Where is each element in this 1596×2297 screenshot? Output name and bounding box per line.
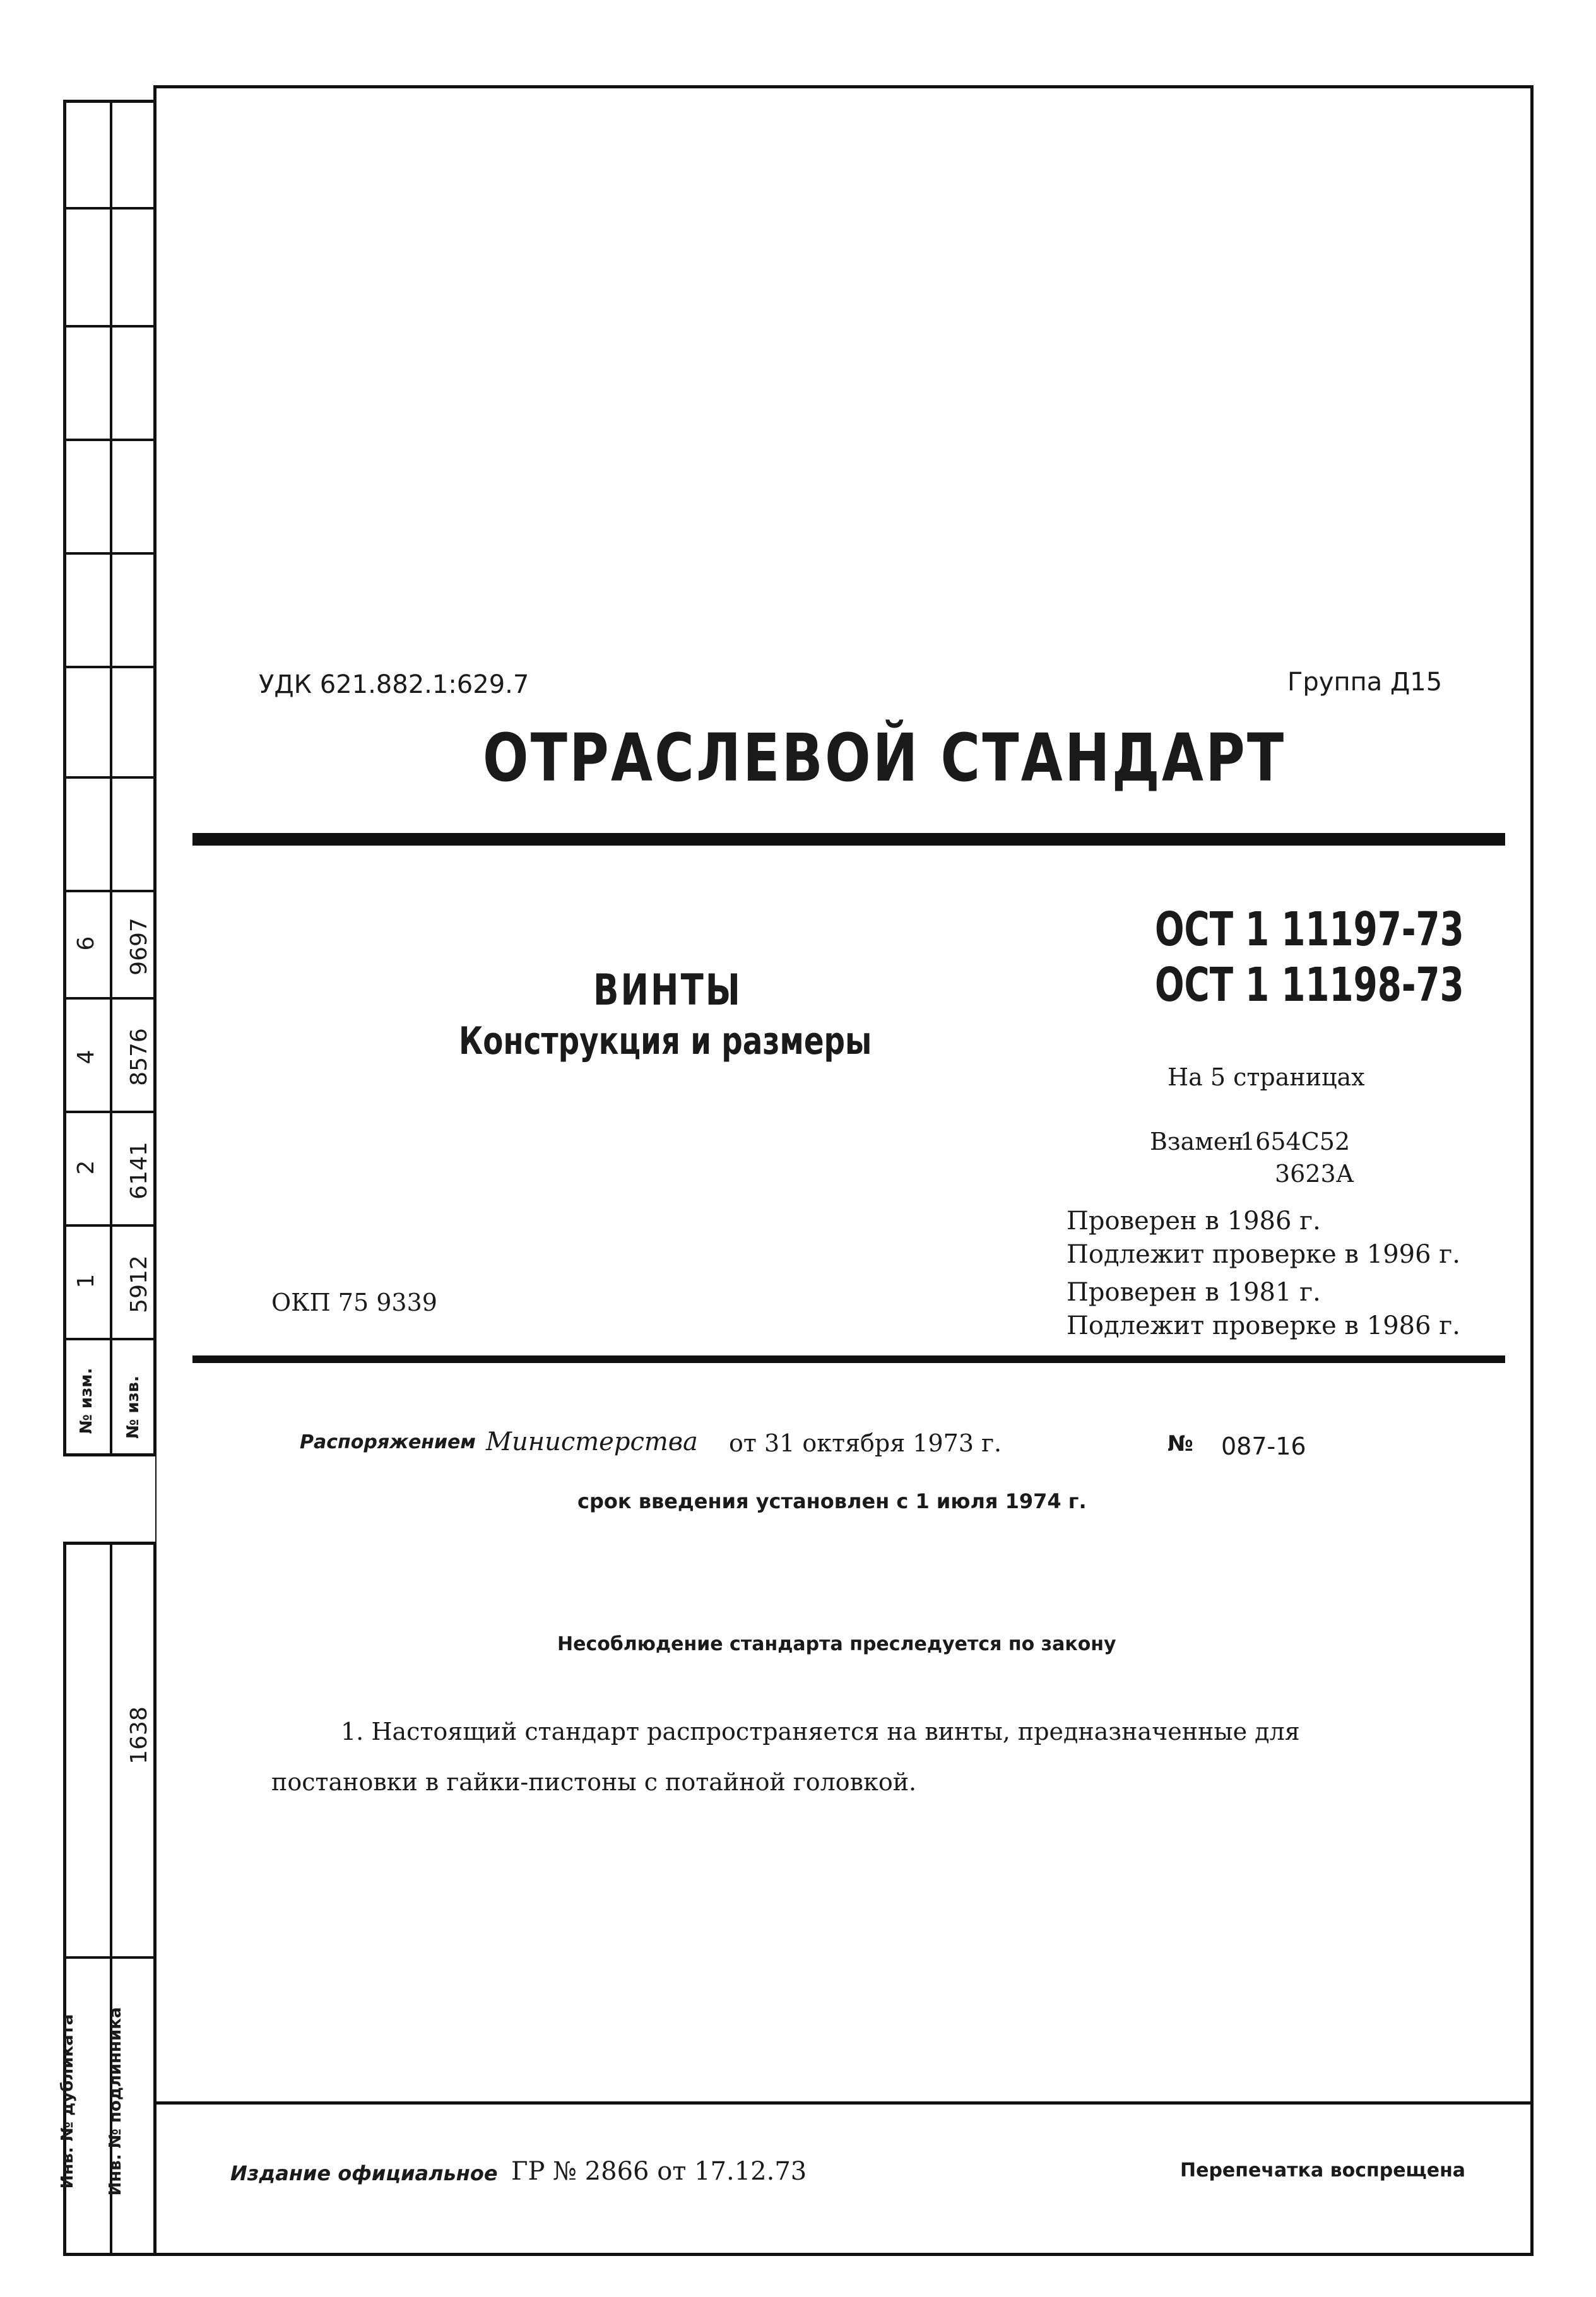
- strip-row-line: [63, 1224, 157, 1227]
- replaces-label: Взамен: [1150, 1128, 1244, 1155]
- inv-number: 1638: [126, 1706, 152, 1764]
- replaces-1: 1654С52: [1240, 1128, 1351, 1155]
- strip-row-line: [63, 1338, 157, 1340]
- next-check-1: Подлежит проверке в 1996 г.: [1067, 1240, 1460, 1269]
- order-date: от 31 октября 1973 г.: [729, 1429, 1002, 1457]
- label-izm: № изм.: [77, 1367, 96, 1434]
- strip-row-line: [63, 997, 157, 1000]
- footer-divider: [153, 2101, 1534, 2105]
- legal-warning: Несоблюдение стандарта преследуется по закону: [557, 1633, 1116, 1655]
- label-inv-podlinnika: Инв. № подлинника: [106, 2007, 125, 2196]
- order-number: 087-16: [1221, 1432, 1306, 1460]
- strip-row-line: [63, 1111, 157, 1113]
- izm-number: 6: [73, 936, 99, 951]
- strip-row-line: [63, 890, 157, 892]
- edition-label: Издание официальное: [230, 2161, 498, 2185]
- strip-row-line: [63, 1956, 157, 1959]
- margin-strip-divider: [110, 100, 112, 2256]
- izm-number: 4: [73, 1049, 99, 1065]
- replaces-2: 3623А: [1275, 1160, 1354, 1188]
- group-code: Группа Д15: [1287, 668, 1443, 697]
- udk-code: УДК 621.882.1:629.7: [259, 670, 529, 699]
- strip-row-line: [63, 776, 157, 779]
- paragraph-line-2: постановки в гайки-пистоны с потайной головкой.: [271, 1768, 917, 1796]
- strip-row-line: [63, 439, 157, 441]
- checked-2: Проверен в 1981 г.: [1067, 1278, 1321, 1307]
- effective-date: срок введения установлен с 1 июля 1974 г.: [577, 1489, 1087, 1513]
- reprint-notice: Перепечатка воспрещена: [1180, 2159, 1466, 2182]
- izv-number: 5912: [126, 1255, 152, 1313]
- standard-number-1: ОСТ 1 11197-73: [1155, 902, 1464, 957]
- order-ministry: Министерства: [486, 1427, 698, 1456]
- strip-lower-top: [63, 1542, 157, 1545]
- checked-1: Проверен в 1986 г.: [1067, 1207, 1321, 1236]
- order-number-label: №: [1167, 1431, 1193, 1456]
- izv-number: 9697: [126, 918, 152, 976]
- okp-code: ОКП 75 9339: [271, 1289, 437, 1316]
- standard-name: ВИНТЫ: [593, 965, 742, 1015]
- order-by-label: Распоряжением: [300, 1431, 476, 1453]
- izm-number: 1: [73, 1273, 99, 1289]
- standard-number-2: ОСТ 1 11198-73: [1155, 958, 1464, 1012]
- izv-number: 8576: [126, 1028, 152, 1086]
- label-inv-dublikata: Инв. № дубликата: [58, 2014, 77, 2189]
- gr-number: ГР № 2866 от 17.12.73: [511, 2157, 807, 2186]
- margin-strip-gap: [61, 1453, 155, 1542]
- strip-row-line: [63, 552, 157, 555]
- paragraph-line-1: 1. Настоящий стандарт распространяется на винты, предназначенные для: [341, 1718, 1300, 1745]
- rule-bottom: [192, 1355, 1505, 1363]
- izm-number: 2: [73, 1160, 99, 1175]
- thick-rule-top: [192, 833, 1505, 846]
- strip-row-line: [63, 666, 157, 668]
- document-title: ОТРАСЛЕВОЙ СТАНДАРТ: [483, 719, 1286, 796]
- label-izv: № изв.: [124, 1376, 143, 1439]
- next-check-2: Подлежит проверке в 1986 г.: [1067, 1311, 1460, 1340]
- strip-row-line: [63, 325, 157, 328]
- page-count: На 5 страницах: [1167, 1063, 1365, 1091]
- izv-number: 6141: [126, 1142, 152, 1200]
- strip-row-line: [63, 207, 157, 210]
- standard-subtitle: Конструкция и размеры: [459, 1019, 872, 1063]
